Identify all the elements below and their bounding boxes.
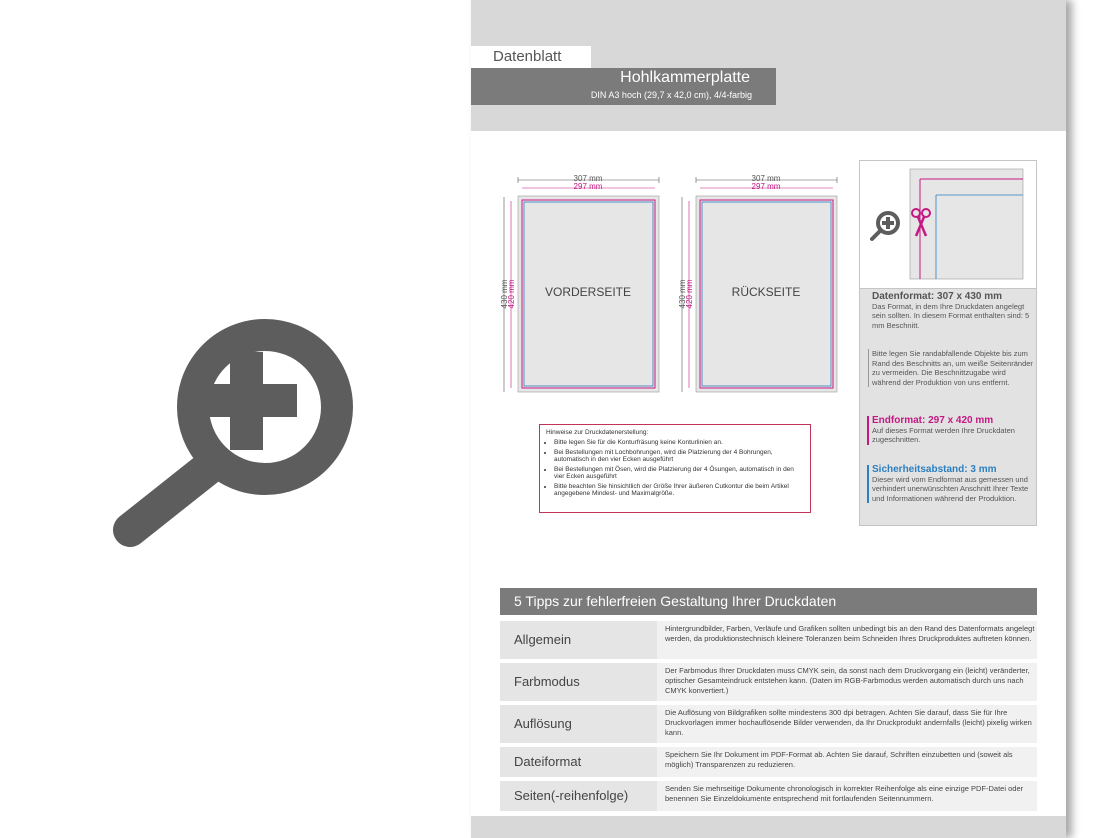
- tip-row: [500, 621, 1037, 659]
- tip-text: Der Farbmodus Ihrer Druckdaten muss CMYK sein, da sonst nach dem Druckvorgang ein (leicht) veränderter, optischer Gesamteindruck entstehen kann. (Daten im RGB-Farbmodus werden automatisch durch uns nach CMYK konvertiert.): [665, 666, 1030, 695]
- front-page-label: VORDERSEITE: [544, 285, 632, 299]
- magnify-plus-icon[interactable]: [100, 315, 365, 555]
- corner-preview: [860, 161, 1036, 289]
- hint-item: • Bei Bestellungen mit Ösen, wird die Platzierung der 4 Ösungen, automatisch in den vier Ecken ausgeführt: [554, 466, 804, 481]
- tip-row: [500, 781, 1037, 811]
- page-diagram-back: [678, 174, 837, 392]
- safety-margin-block: [867, 465, 1034, 503]
- tip-name: Seiten(-reihenfolge): [500, 781, 657, 811]
- data-format-title: Datenformat: 307 x 430 mm: [872, 291, 1003, 302]
- end-format-text: Auf dieses Format werden Ihre Druckdaten zugeschnitten.: [872, 425, 1015, 444]
- safety-margin-title: Sicherheitsabstand: 3 mm: [872, 464, 997, 475]
- page-diagram-front: [500, 174, 659, 392]
- product-subtitle: DIN A3 hoch (29,7 x 42,0 cm), 4/4-farbig: [590, 90, 752, 100]
- data-format-block: [872, 292, 1034, 330]
- tip-name: Farbmodus: [500, 663, 657, 701]
- front-outer-width: 307 mm: [573, 174, 603, 183]
- magnify-plus-icon: [872, 213, 898, 239]
- tip-name: Dateiformat: [500, 747, 657, 777]
- tips-heading: 5 Tipps zur fehlerfreien Gestaltung Ihrer Druckdaten: [500, 588, 1037, 615]
- tip-row: [500, 747, 1037, 777]
- tip-name: Allgemein: [500, 621, 657, 659]
- tip-text: Speichern Sie Ihr Dokument im PDF-Format ab. Achten Sie darauf, Schriften einzubetten und (soweit als möglich) Transparenzen zu reduzieren.: [665, 750, 1013, 769]
- hint-item: • Bei Bestellungen mit Lochbohrungen, wird die Platzierung der 4 Bohrungen, automatisch in den vier Ecken ausgeführt: [554, 449, 804, 464]
- tip-name: Auflösung: [500, 705, 657, 743]
- back-outer-width: 307 mm: [751, 174, 781, 183]
- data-format-text: Das Format, in dem Ihre Druckdaten angelegt sein sollten. In diesem Format enthalten sind: 5 mm Beschnitt.: [872, 301, 1030, 330]
- sheet-footer: [471, 816, 1066, 838]
- front-outer-height: 430 mm: [500, 279, 509, 309]
- back-inner-width: 297 mm: [751, 182, 781, 191]
- product-title: Hohlkammerplatte: [620, 69, 750, 86]
- datasheet-page: [471, 0, 1066, 838]
- print-hints-box: [539, 424, 811, 513]
- end-format-block: [867, 416, 1034, 445]
- datasheet-label: Datenblatt: [471, 46, 591, 68]
- back-inner-height: 420 mm: [685, 279, 694, 309]
- bleed-note: Bitte legen Sie randabfallende Objekte bis zum Rand des Beschnitts an, um weiße Seitenränder zu vermeiden. Die Beschnittzugabe wird während der Produktion von uns entfernt.: [868, 349, 1034, 387]
- product-title-bar: [471, 68, 776, 105]
- tip-row: [500, 705, 1037, 743]
- end-format-title: Endformat: 297 x 420 mm: [872, 415, 994, 426]
- back-outer-height: 430 mm: [678, 279, 687, 309]
- hints-title: Hinweise zur Druckdatenerstellung:: [546, 429, 649, 436]
- safety-margin-text: Dieser wird vom Endformat aus gemessen und verhindert unerwünschten Anschnitt Ihrer Texte und Informationen während der Produktion.: [872, 474, 1029, 503]
- front-inner-height: 420 mm: [507, 279, 516, 309]
- tip-text: Die Auflösung von Bildgrafiken sollte mindestens 300 dpi betragen. Achten Sie darauf, dass Sie für Ihre Druckvorlagen immer hochauflösende Bilder verwenden, da Ihr Druckprodukt andernfalls (leicht) pixelig wirken kann.: [665, 708, 1032, 737]
- format-diagram: [496, 170, 846, 400]
- back-page-label: RÜCKSEITE: [731, 285, 801, 299]
- tip-text: Hintergrundbilder, Farben, Verläufe und Grafiken sollten unbedingt bis an den Rand des Datenformats angelegt werden, da produktionstechnisch kleinere Toleranzen beim Schneiden Ihres Druckproduktes auftreten können.: [665, 624, 1035, 643]
- hint-item: • Bitte beachten Sie hinsichtlich der Größe Ihrer äußeren Cutkontur die beim Artikel angegebene Mindest- und Maximalgröße.: [554, 483, 804, 498]
- format-info-panel: [859, 160, 1037, 526]
- hint-item: • Bitte legen Sie für die Konturfräsung keine Konturlinien an.: [554, 439, 804, 447]
- tip-row: [500, 663, 1037, 701]
- front-inner-width: 297 mm: [573, 182, 603, 191]
- tip-text: Senden Sie mehrseitige Dokumente chronologisch in korrekter Reihenfolge als eine einzige PDF-Datei oder benennen Sie Einzeldokumente entsprechend mit fortlaufenden Seitennummern.: [665, 784, 1024, 803]
